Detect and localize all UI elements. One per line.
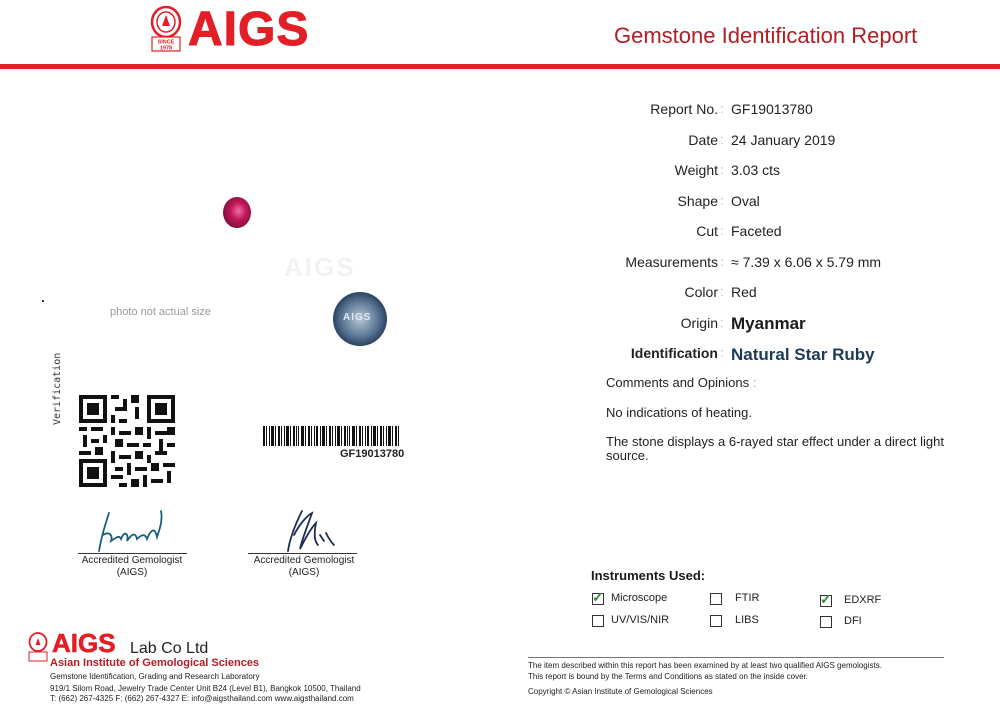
signature-2-image — [280, 505, 340, 555]
barcode-icon — [263, 426, 401, 446]
field-label-measurements: Measurements — [625, 254, 718, 270]
instrument-label-edxrf: EDXRF — [844, 594, 882, 606]
legal-examined: The item described within this report has been examined by at least two qualified AIGS gemologists. — [528, 661, 882, 670]
photo-note: photo not actual size — [110, 306, 211, 318]
instrument-label-uv-vis-nir: UV/VIS/NIR — [611, 614, 670, 626]
field-colon: : — [720, 284, 724, 299]
signature-1-image — [95, 505, 175, 555]
hologram-text: AIGS — [343, 312, 372, 323]
seal-since: SINCE — [157, 39, 175, 46]
verification-label: Verification — [52, 352, 63, 425]
field-label-weight: Weight — [674, 162, 718, 178]
field-value-report-no: GF19013780 — [731, 101, 813, 117]
signature-2-org: (AIGS) — [288, 567, 320, 578]
field-colon: : — [720, 345, 724, 360]
report-title: Gemstone Identification Report — [614, 23, 918, 48]
header-divider — [0, 64, 1000, 69]
field-label-identification: Identification — [630, 345, 718, 361]
field-label-date: Date — [688, 132, 718, 148]
qr-code-icon[interactable] — [79, 395, 175, 487]
field-value-identification: Natural Star Ruby — [731, 345, 875, 364]
footer-lab-description: Gemstone Identification, Grading and Research Laboratory — [50, 672, 260, 681]
aigs-seal-logo — [150, 6, 182, 52]
photo-watermark: AIGS — [284, 252, 356, 282]
field-label-color: Color — [684, 284, 718, 300]
aigs-footer-seal-logo — [28, 632, 48, 662]
legal-divider — [528, 657, 944, 658]
speck-mark — [42, 300, 44, 302]
comments-heading: Comments and Opinions : — [606, 375, 757, 390]
field-label-cut: Cut — [696, 223, 718, 239]
field-colon: : — [720, 254, 724, 269]
signature-2-line — [248, 553, 357, 554]
checkbox-ftir[interactable] — [710, 593, 722, 605]
comment-heating: No indications of heating. — [606, 405, 752, 420]
instrument-label-libs: LIBS — [735, 614, 759, 626]
field-value-origin: Myanmar — [731, 314, 806, 333]
field-colon: : — [720, 162, 724, 177]
signature-1-org: (AIGS) — [116, 567, 148, 578]
footer-institute-name: Asian Institute of Gemological Sciences — [50, 657, 260, 669]
footer-contact: T: (662) 267-4325 F: (662) 267-4327 E: info@aigsthailand.com www.aigsthailand.com — [50, 694, 354, 703]
signature-1-role: Accredited Gemologist — [81, 555, 183, 566]
field-value-cut: Faceted — [731, 223, 782, 239]
field-value-measurements: ≈ 7.39 x 6.06 x 5.79 mm — [731, 254, 882, 270]
field-colon: : — [720, 193, 724, 208]
field-colon: : — [720, 223, 724, 238]
field-colon: : — [720, 132, 724, 147]
legal-copyright: Copyright © Asian Institute of Gemological Sciences — [528, 687, 713, 696]
footer-address: 919/1 Silom Road, Jewelry Trade Center Unit B24 (Level B1), Bangkok 10500, Thailand — [50, 684, 361, 693]
field-value-weight: 3.03 cts — [731, 162, 781, 178]
checkbox-dfi[interactable] — [820, 616, 832, 628]
footer-aigs-logo: AIGS — [52, 628, 116, 658]
checkbox-libs[interactable] — [710, 615, 722, 627]
signature-2-role: Accredited Gemologist — [253, 555, 355, 566]
field-colon: : — [720, 101, 724, 116]
signature-1-line — [78, 553, 187, 554]
checkmark-icon: ✓ — [820, 591, 832, 607]
comment-star-effect-1: The stone displays a 6-rayed star effect under a direct light — [606, 434, 944, 449]
instruments-title: Instruments Used: — [591, 568, 706, 583]
seal-year: 1978 — [159, 45, 173, 52]
field-label-report-no: Report No. — [650, 101, 718, 117]
instrument-label-ftir: FTIR — [735, 592, 760, 604]
field-label-origin: Origin — [680, 315, 718, 331]
field-colon: : — [720, 315, 724, 330]
field-value-shape: Oval — [731, 193, 760, 209]
gemstone-photo — [223, 197, 251, 228]
instrument-label-dfi: DFI — [844, 615, 862, 627]
aigs-logo-text: AIGS — [188, 3, 310, 56]
footer-lab-name: Lab Co Ltd — [130, 640, 209, 657]
field-label-shape: Shape — [677, 193, 718, 209]
comment-star-effect-2: source. — [606, 448, 649, 463]
checkmark-icon: ✓ — [592, 589, 604, 605]
field-value-date: 24 January 2019 — [731, 132, 836, 148]
barcode-number: GF19013780 — [340, 448, 405, 460]
instrument-label-microscope: Microscope — [611, 592, 668, 604]
checkbox-uv-vis-nir[interactable] — [592, 615, 604, 627]
field-value-color: Red — [731, 284, 757, 300]
legal-terms: This report is bound by the Terms and Conditions as stated on the inside cover. — [528, 672, 809, 681]
